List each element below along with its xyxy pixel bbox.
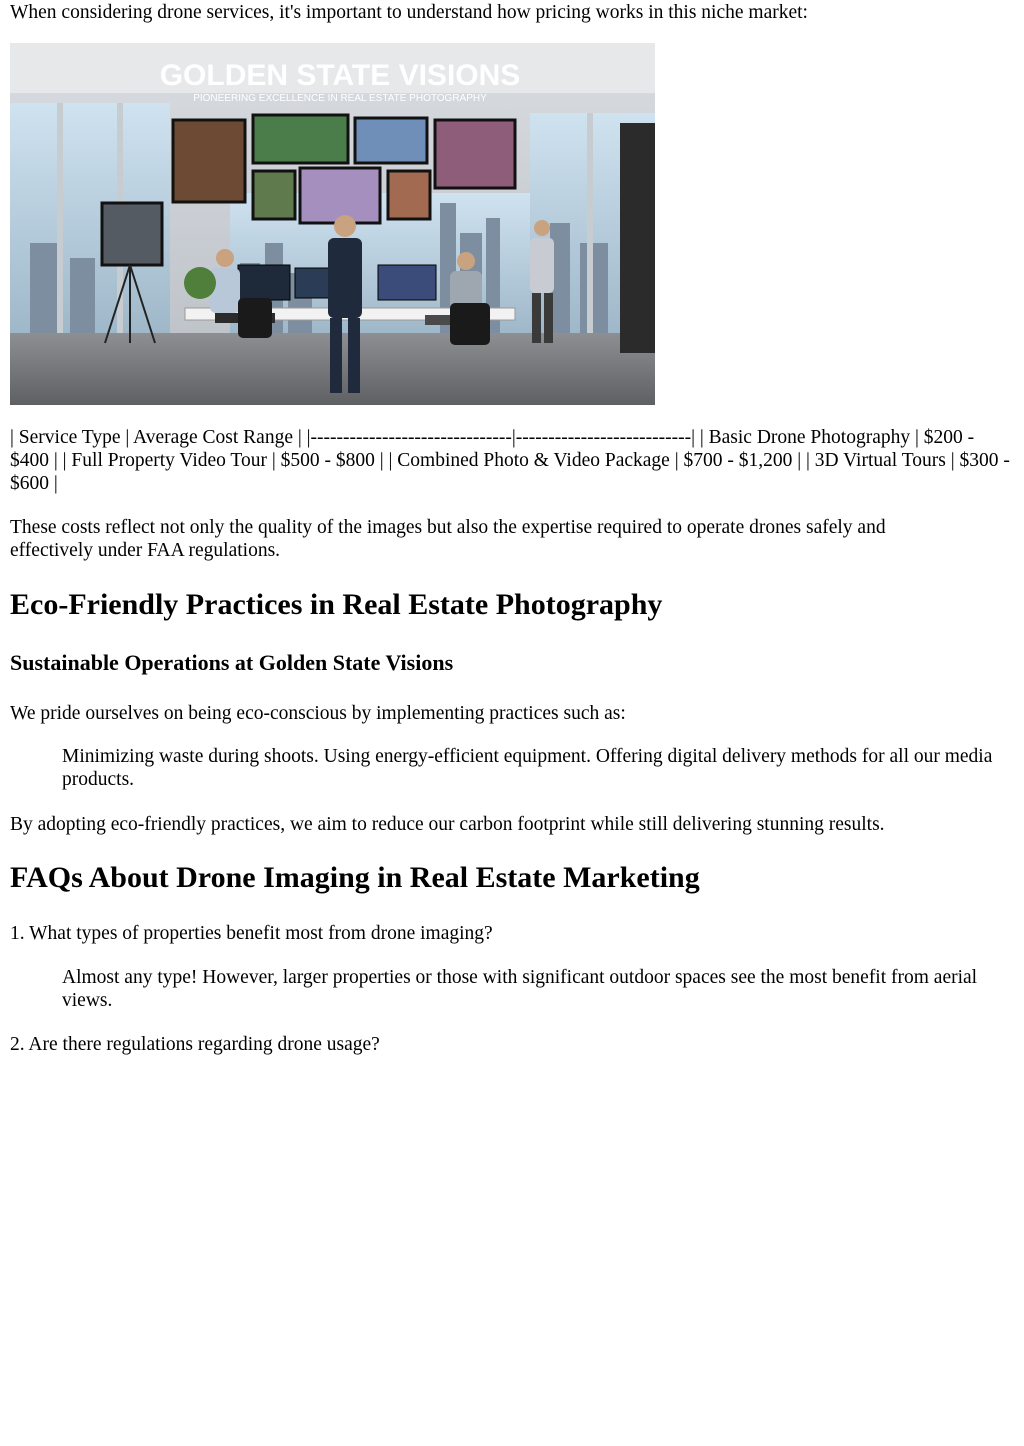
intro-paragraph: When considering drone services, it's important to understand how pricing works in this niche market: bbox=[10, 2, 808, 23]
faq-question-2: 2. Are there regulations regarding drone usage? bbox=[10, 1034, 380, 1055]
eco-practices-blockquote: Minimizing waste during shoots. Using energy-efficient equipment. Offering digital delivery methods for all our media products. bbox=[62, 746, 993, 790]
eco-closing-paragraph: By adopting eco-friendly practices, we aim to reduce our carbon footprint while still delivering stunning results. bbox=[10, 814, 885, 835]
office-scene-illustration bbox=[10, 43, 655, 405]
sustainable-operations-heading: Sustainable Operations at Golden State Visions bbox=[10, 650, 454, 675]
faq-section-heading: FAQs About Drone Imaging in Real Estate Marketing bbox=[10, 861, 700, 894]
hero-image bbox=[10, 43, 655, 405]
hero-title: GOLDEN STATE VISIONS bbox=[159, 59, 521, 92]
pricing-table-text: | Service Type | Average Cost Range | |-------------------------------|---------------------------| | Basic Drone Photography | $200 - $400 | | Full Property Video Tour | $500 - $800 | | Combined Photo & Video Package | $700 - $1,200 | | 3D Virtual Tours | $300 - $600 | bbox=[10, 427, 1010, 494]
eco-section-heading: Eco-Friendly Practices in Real Estate Photography bbox=[10, 588, 663, 621]
faq-question-1: 1. What types of properties benefit most from drone imaging? bbox=[10, 923, 493, 944]
faq-answer-1: Almost any type! However, larger properties or those with significant outdoor spaces see the most benefit from aerial views. bbox=[62, 967, 978, 1011]
costs-paragraph: These costs reflect not only the quality of the images but also the expertise required to operate drones safely and effectively under FAA regulations. bbox=[10, 517, 886, 561]
hero-subtitle: PIONEERING EXCELLENCE IN REAL ESTATE PHOTOGRAPHY bbox=[193, 93, 487, 104]
eco-intro-paragraph: We pride ourselves on being eco-conscious by implementing practices such as: bbox=[10, 703, 626, 724]
